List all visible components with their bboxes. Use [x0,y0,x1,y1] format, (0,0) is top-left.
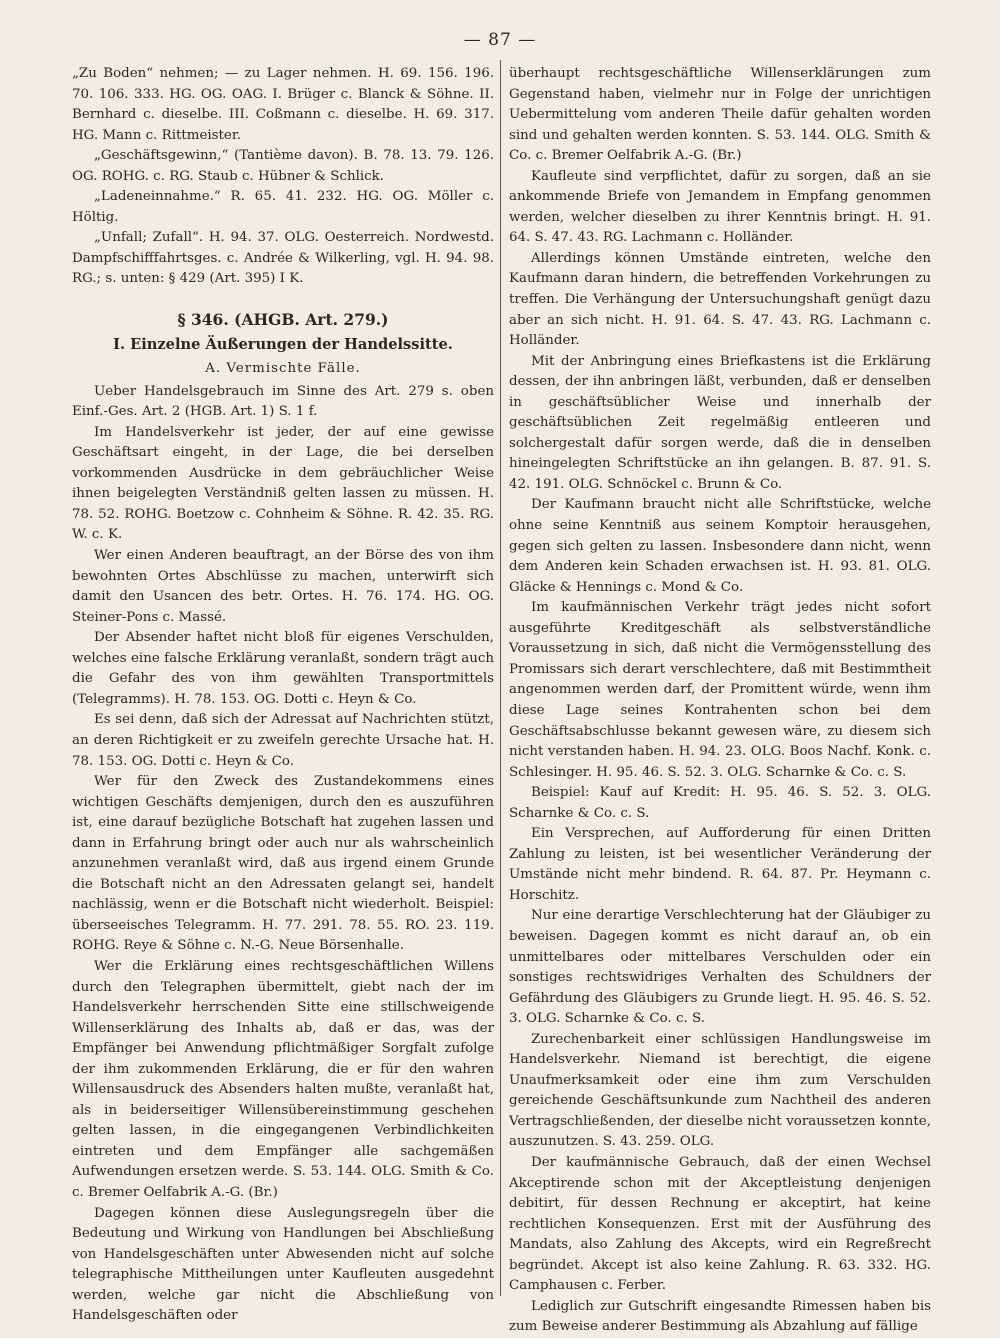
paragraph: Ein Versprechen, auf Aufforderung für einen Dritten Zahlung zu leisten, ist bei wesentlicher Veränderung der Umstände nicht mehr bindend. R. 64. 87. Pr. Heymann c. Horschitz. [509,826,931,903]
paragraph: Der Kaufmann braucht nicht alle Schriftstücke, welche ohne seine Kenntniß aus seinem Komptoir herausgehen, gegen sich gelten zu lassen. Insbesondere dann nicht, wenn dem Anderen kein Schaden erwachsen ist. H. 93. 81. OLG. Gläcke & Hennings c. Mond & Co. [509,497,931,595]
paragraph: Ueber Handelsgebrauch im Sinne des Art. 279 s. oben Einf.-Ges. Art. 2 (HGB. Art. 1) S. 1 f. [72,383,494,420]
paragraph: Nur eine derartige Verschlechterung hat der Gläubiger zu beweisen. Dagegen kommt es nicht darauf an, ob ein unmittelbares oder mittelbares Verschulden oder ein sonstiges rechtswidriges Verhalten des Schuldners der Gefährdung des Gläubigers zu Grunde liegt. H. 95. 46. S. 52. 3. OLG. Scharnke & Co. c. S. [509,908,931,1027]
paragraph: überhaupt rechtsgeschäftliche Willenserklärungen zum Gegenstand haben, vielmehr nur in Folge der unrichtigen Uebermittelung vom anderen Theile dafür gehalten worden sind und gehalten werden konnten. S. 53. 144. OLG. Smith & Co. c. Bremer Oelfabrik A.-G. (Br.) [509,66,931,164]
paragraph: Mit der Anbringung eines Briefkastens ist die Erklärung dessen, der ihn anbringen läßt, verbunden, daß er denselben in geschäftsüblicher Weise und innerhalb der geschäftsüblichen Zeit regelmäßig entleeren und solchergestalt dafür sorgen werde, daß die in denselben hineingelegten Schriftstücke an ihn gelangen. B. 87. 91. S. 42. 191. OLG. Schnöckel c. Brunn & Co. [509,353,931,492]
paragraph: „Zu Boden“ nehmen; — zu Lager nehmen. H. 69. 156. 196. 70. 106. 333. HG. OG. OAG. I. Brüger c. Blanck & Söhne. II. Bernhard c. dieselbe. III. Coßmann c. dieselbe. H. 69. 317. HG. Mann c. Rittmeister. [72,66,494,143]
paragraph: Zurechenbarkeit einer schlüssigen Handlungsweise im Handelsverkehr. Niemand ist berechtigt, die eigene Unaufmerksamkeit oder eine ihm zum Verschulden gereichende Geschäftsunkunde zum Nachtheil des anderen Vertragschließenden, der dieselbe nicht voraussetzen konnte, auszunutzen. S. 43. 259. OLG. [509,1031,931,1150]
section-heading: § 346. (AHGB. Art. 279.) [177,310,389,330]
paragraph: Kaufleute sind verpflichtet, dafür zu sorgen, daß an sie ankommende Briefe von Jemandem in Empfang genommen werden, welcher dieselben zu ihrer Kenntnis bringt. H. 91. 64. S. 47. 43. RG. Lachmann c. Holländer. [509,168,931,246]
paragraph: Der Absender haftet nicht bloß für eigenes Verschulden, welches eine falsche Erklärung veranlaßt, sondern trägt auch die Gefahr des von ihm gewählten Transportmittels (Telegramms). H. 78. 153. OG. Dotti c. Heyn & Co. [72,630,494,707]
paragraph: „Ladeneinnahme.“ R. 65. 41. 232. HG. OG. Möller c. Höltig. [72,189,494,225]
paragraph: Wer die Erklärung eines rechtsgeschäftlichen Willens durch den Telegraphen übermittelt, giebt nach der im Handelsverkehr herrschenden Sitte eine stillschweigende Willenserklärung des Inhalts ab, daß er das, was der Empfänger bei Anwendung pflichtmäßiger Sorgfalt zufolge der ihm zukommenden Erklärung, die er für den wahren Willensausdruck des Absenders halten mußte, veranlaßt hat, als in beiderseitiger Willensübereinstimmung geschehen gelten lassen, in die eingegangenen Verbindlichkeiten eintreten und dem Empfänger alle sachgemäßen Aufwendungen ersetzen werde. S. 53. 144. OLG. Smith & Co. c. Bremer Oelfabrik A.-G. (Br.) [72,958,494,1200]
paragraph: Lediglich zur Gutschrift eingesandte Rimessen haben bis zum Beweise anderer Bestimmung als Abzahlung auf fällige [509,1298,931,1335]
paragraph: Im kaufmännischen Verkehr trägt jedes nicht sofort ausgeführte Kreditgeschäft als selbstverständliche Voraussetzung in sich, daß nicht die Vermögensstellung des Promissars sich derart verschlechtere, daß mit Bestimmtheit angenommen werden darf, der Promittent würde, wenn ihm diese Lage seines Kontrahenten schon bei dem Geschäftsabschlusse bekannt gewesen wäre, zu diesem sich nicht verstanden haben. H. 94. 23. OLG. Boos Nachf. Konk. c. Schlesinger. H. 95. 46. S. 52. 3. OLG. Scharnke & Co. c. S. [509,600,931,780]
paragraph: Im Handelsverkehr ist jeder, der auf eine gewisse Geschäftsart eingeht, in der Lage, die bei derselben vorkommenden Ausdrücke in dem gebräuchlicher Weise ihnen beigelegten Verständniß gelten lassen zu müssen. H. 78. 52. ROHG. Boetzow c. Cohnheim & Söhne. R. 42. 35. RG. W. c. K. [72,424,494,543]
right-column [509,64,931,1335]
paragraph: Beispiel: Kauf auf Kredit: H. 95. 46. S. 52. 3. OLG. Scharnke & Co. c. S. [509,785,931,821]
paragraph: Der kaufmännische Gebrauch, daß der einen Wechsel Akceptirende schon mit der Akceptleistung denjenigen debitirt, für dessen Rechnung er akceptirt, hat keine rechtlichen Konsequenzen. Erst mit der Ausführung des Mandats, also Zahlung des Akcepts, wird ein Regreßrecht begründet. Akcept ist also keine Zahlung. R. 63. 332. HG. Camphausen c. Ferber. [509,1154,931,1294]
paragraph: Es sei denn, daß sich der Adressat auf Nachrichten stützt, an deren Richtigkeit er zu zweifeln gerechte Ursache hat. H. 78. 153. OG. Dotti c. Heyn & Co. [72,712,494,769]
page-number: — 87 — [463,30,537,50]
paragraph: „Geschäftsgewinn,“ (Tantième davon). B. 78. 13. 79. 126. OG. ROHG. c. RG. Staub c. Hübner & Schlick. [72,148,494,184]
sub-subheading: A. Vermischte Fälle. [205,361,361,377]
left-column [72,64,494,1324]
subheading: I. Einzelne Äußerungen der Handelssitte. [113,335,453,353]
column-divider [500,60,501,1296]
paragraph: Wer für den Zweck des Zustandekommens eines wichtigen Geschäfts demjenigen, durch den es auszuführen ist, eine darauf bezügliche Botschaft hat zugehen lassen und dann in Erfahrung bringt oder auch nur als wahrscheinlich anzunehmen veranlaßt wird, daß aus irgend einem Grunde die Botschaft nicht an den Adressaten gelangt sei, handelt nachlässig, wenn er die Botschaft nicht wiederholt. Beispiel: überseeisches Telegramm. H. 77. 291. 78. 55. RO. 23. 119. ROHG. Reye & Söhne c. N.-G. Neue Börsenhalle. [72,774,494,954]
paragraph: Wer einen Anderen beauftragt, an der Börse des von ihm bewohnten Ortes Abschlüsse zu machen, unterwirft sich damit den Usancen des betr. Ortes. H. 76. 174. HG. OG. Steiner-Pons c. Massé. [72,548,494,625]
paragraph: Allerdings können Umstände eintreten, welche den Kaufmann daran hindern, die betreffenden Vorkehrungen zu treffen. Die Verhängung der Untersuchungshaft genügt dazu aber an sich nicht. H. 91. 64. S. 47. 43. RG. Lachmann c. Holländer. [509,250,931,349]
paragraph: „Unfall; Zufall“. H. 94. 37. OLG. Oesterreich. Nordwestd. Dampfschifffahrtsges. c. Andrée & Wilkerling, vgl. H. 94. 98. RG.; s. unten: § 429 (Art. 395) I K. [72,230,494,287]
paragraph: Dagegen können diese Auslegungsregeln über die Bedeutung und Wirkung von Handlungen bei Abschließung von Handelsgeschäften unter Abwesenden nicht auf solche telegraphische Mittheilungen unter Kaufleuten ausgedehnt werden, welche gar nicht die Abschließung von Handelsgeschäften oder [72,1205,494,1324]
